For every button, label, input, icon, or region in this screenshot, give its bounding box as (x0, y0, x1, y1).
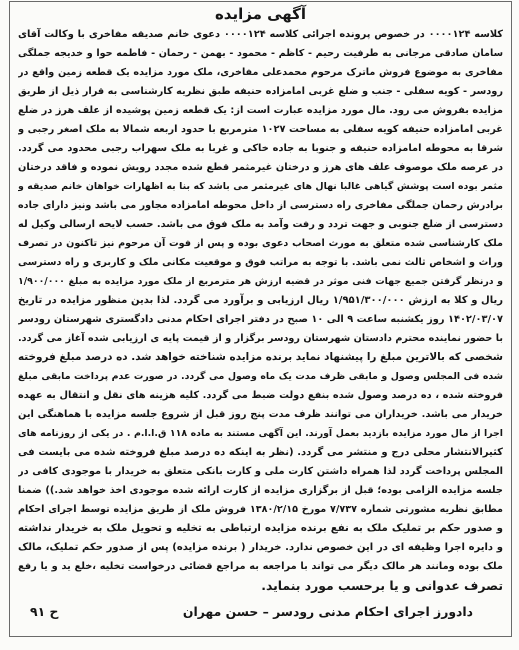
notice-line: در عرصه ملک موصوف علف های هرز و درختان غیرمثمر قطع شده مجدد رویش نموده و فاقد درختان (18, 162, 503, 173)
notice-line: ۱۴۰۲/۰۳/۰۷ روز یکشنبه ساعت ۹ الی ۱۰ صبح در دفتر اجرای احکام مدنی دادگستری شهرستان رودسر (18, 314, 503, 325)
notice-line: سامان صادقی مرجانی به طرفیت رحیم - کاظم - محمود - بهمن - رحمان - فاطمه حوا و خدیجه جملگی (18, 48, 503, 59)
notice-line: جلسه مزایده الزامی بوده؛ قبل از برگزاری مزایده از کارت ارائه شده موجودی اخذ خواهد شد.)) ضمنا (18, 485, 503, 496)
notice-line: شرقا به محوطه امامزاده حنیفه و جنوبا به جاده خاکی و غربا به ملک سهراب رجبی محدود می گردد. (18, 143, 503, 154)
notice-line: غربی امامزاده حنیفه کویه سفلی به مساحت ۱۰۲۷ مترمربع با حدود اربعه شمالا به ملک اصغر رجبی و (18, 124, 503, 135)
notice-line: مطابق نظریه مشورتی شماره ۷/۷۳۷ مورخ ۱۳۸۰/۲/۱۵ فروش ملک از طریق مزایده توسط اجرای احکام (18, 504, 503, 515)
notice-line: ملک بوده ومانند هر مالک دیگر می تواند با مراجعه به مراجع قضائی درخواست تخلیه ،خلع ید و یا رفع (18, 561, 503, 572)
notice-body (18, 25, 503, 595)
notice-line: رودسر - کویه سفلی - جنب و ضلع غربی امامزاده حنیفه طبق نظریه کارشناسی به قرار ذیل از طریق (18, 86, 503, 97)
notice-line: فروخته شده ، ده درصد وصول شده بنفع دولت ضبط می گردد. کلیه هزینه های نقل و انتقال به عهده (18, 390, 503, 401)
notice-line: شده فی المجلس وصول و مابقی ظرف مدت یک ماه وصول می گردد. در صورت عدم پرداخت مابقی مبلغ (18, 371, 503, 382)
notice-line: المجلس پرداخت گردد لذا همراه داشتن کارت ملی و کارت بانکی متعلق به خریدار با موجودی کافی در (18, 466, 503, 477)
notice-line: اجرا از مال مورد مزایده بازدید بعمل آورند. این آگهی مستند به ماده ۱۱۸ ق.ا.ا.م . در یکی از روزنامه های (18, 428, 503, 439)
notice-line: مفاخری به موضوع فروش ماترک مرحوم محمدعلی مفاخری، ملک مورد مزایده یک قطعه زمین واقع در (18, 67, 503, 78)
notice-line: ریال و کلا به ارزش ۱/۹۵۱/۳۰۰/۰۰۰ ریال ارزیابی و برآورد می گردد. لذا بدین منظور مزایده در تاریخ (18, 295, 503, 306)
notice-signature (18, 602, 503, 621)
notice-line: وراث و اشخاص ثالث نمی باشد. با توجه به مراتب فوق و موقعیت مکانی ملک و کاربری و راه دسترسی (18, 257, 503, 268)
auction-notice (18, 3, 503, 621)
notice-line: مزایده بفروش می رود. مال مورد مزایده عبارت است از: یک قطعه زمین پوشیده از علف هرز در ضلع (18, 105, 503, 116)
notice-line: با حضور نماینده محترم دادستان شهرستان رودسر برگزار و از قیمت پایه ی ارزیابی شده آغاز می گردد. (18, 333, 503, 344)
notice-line: و درنظر گرفتن جمیع جهات فنی موثر در قضیه ارزش هر مترمربع از ملک مورد مزایده به مبلغ ۱/۹۰۰/۰۰۰ (18, 276, 503, 287)
notice-code: ح ۹۱ (30, 604, 59, 619)
notice-title: آگهی مزایده (214, 5, 307, 23)
notice-line: کلاسه ۰۰۰۰۱۲۴ در خصوص پرونده اجرائی کلاسه ۰۰۰۰۱۲۴ دعوی خانم صدیقه مفاخری با وکالت آقای (18, 29, 503, 40)
notice-line: خریدار می باشد. خریداران می توانند ظرف مدت پنج روز قبل از شروع جلسه مزایده با هماهنگی این (18, 409, 503, 420)
notice-line: و دایره اجرا وظیفه ای در این خصوص ندارد. خریدار ( برنده مزایده) پس از صدور حکم تملیک، مالک (18, 542, 503, 553)
notice-line: شخصی که بالاترین مبلغ را پیشنهاد نماید برنده مزایده شناخته خواهد شد. ده درصد مبلغ فروخته (18, 351, 503, 363)
signature-text: دادورز اجرای احکام مدنی رودسر – حسن مهران (182, 604, 473, 619)
notice-line: دسترسی از ضلع جنوبی و جهت تردد و رفت وآمد به ملک فوق می باشد. حسب لایحه ارسالی وکیل له (18, 219, 503, 230)
notice-line: مثمر بوده است پوشش گیاهی غالبا نهال های غیرمثمر می باشد که بنا به اظهارات خواهان خانم صدیقه و (18, 181, 503, 192)
notice-line: و صدور حکم بر تملیک ملک به نفع برنده مزایده ارتباطی به تخلیه و تحویل ملک به خریدار نداشته (18, 523, 503, 534)
notice-last-line: تصرف عدوانی و یا برحسب مورد بنماید. (261, 578, 503, 593)
notice-line: ملک کارشناسی شده متعلق به مورث اصحاب دعوی بوده و پس از فوت آن مرحوم نیز تاکنون در تصرف (18, 238, 503, 249)
notice-line: برادرش رحمان جملگی مفاخری راه دسترسی از داخل محوطه امامزاده مجاور می باشد ونیز دارای جاده (18, 200, 503, 211)
notice-line: کثیرالانتشار محلی درج و منتشر می گردد. (نظر به اینکه ده درصد مبلغ فروخته شده می بایست فی (18, 447, 503, 458)
